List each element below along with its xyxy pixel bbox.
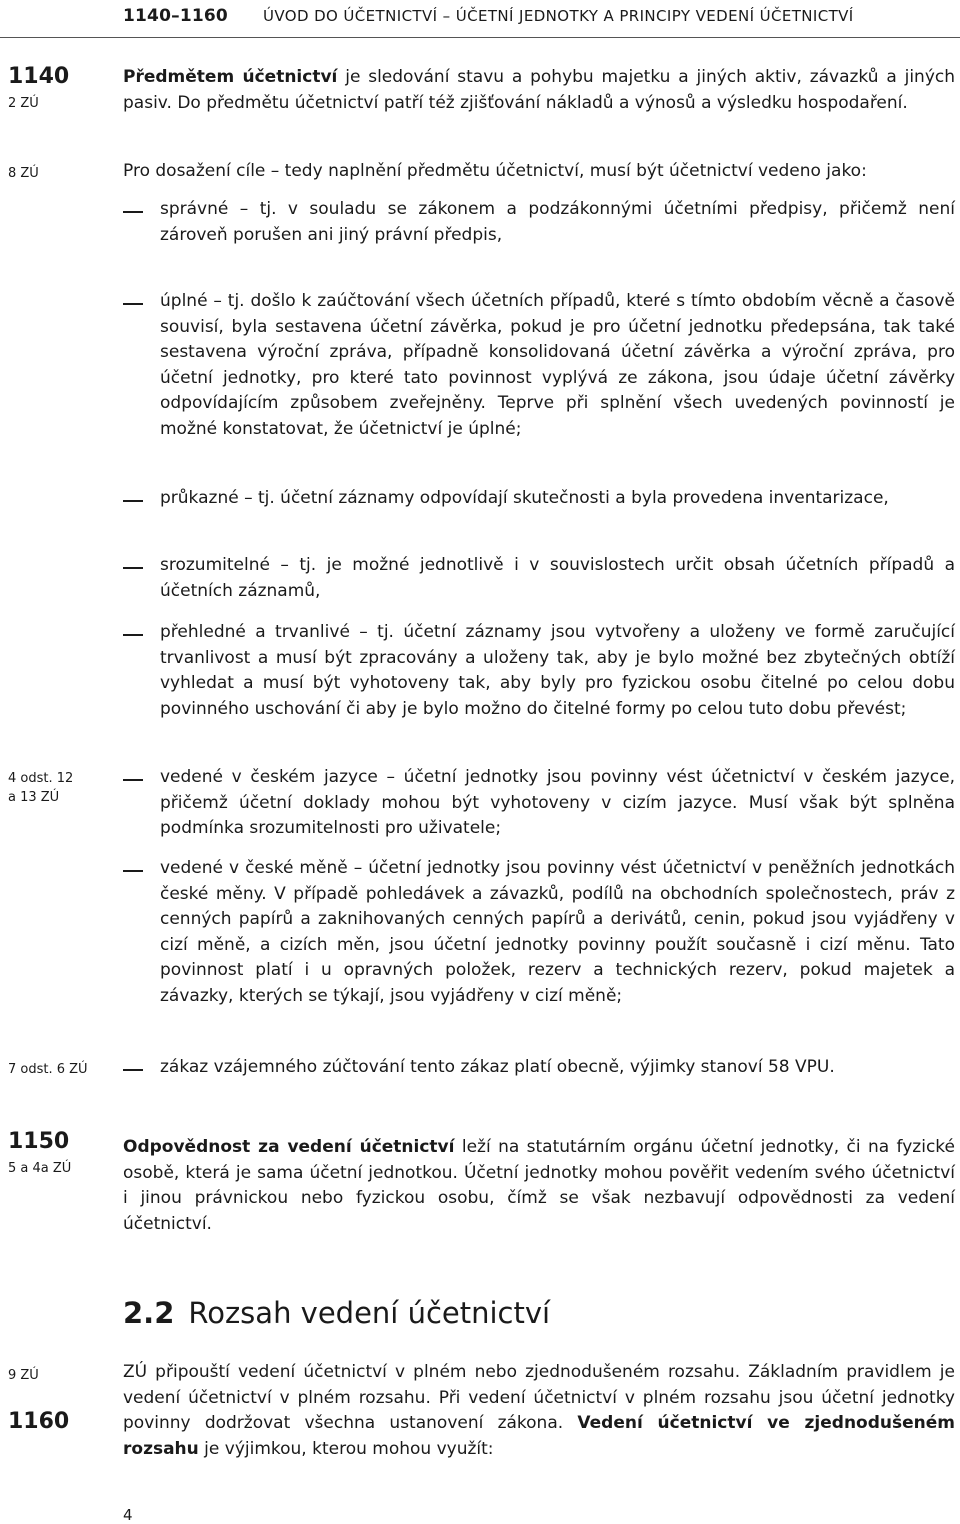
section-heading (123, 1296, 550, 1330)
paragraph-1150 (123, 1135, 955, 1237)
page-header (0, 0, 960, 38)
section-title: Rozsah vedení účetnictví (188, 1296, 551, 1330)
bold-term: Odpovědnost za vedení účetnictví (123, 1137, 455, 1157)
section-number: 2.2 (123, 1296, 175, 1330)
law-reference: 5 a 4a ZÚ (8, 1161, 72, 1176)
paragraph-1160 (123, 1360, 955, 1462)
list-item: správné – tj. v souladu se zákonem a podzákonnými účetními předpisy, přičemž není zároveň porušen ani jiný právní předpis, (160, 199, 955, 245)
list-item: vedené v českém jazyce – účetní jednotky jsou povinny vést účetnictví v českém jazyce, přičemž účetní doklady mohou být vyhotoveny v cizím jazyce. Musí však být splněna podmínka srozumitelnosti pro uživatele; (160, 767, 955, 839)
list-item: průkazné – tj. účetní záznamy odpovídají skutečnosti a byla provedena inventarizace, (160, 488, 889, 508)
law-reference: 8 ZÚ (8, 166, 39, 181)
paragraph-number-1140: 1140 (8, 64, 70, 89)
paragraph-number-1150: 1150 (8, 1129, 70, 1154)
paragraph-number-1160: 1160 (8, 1409, 70, 1434)
header-chapter-title: ÚVOD DO ÚČETNICTVÍ – ÚČETNÍ JEDNOTKY A PRINCIPY VEDENÍ ÚČETNICTVÍ (263, 7, 854, 25)
page-number: 4 (123, 1506, 133, 1524)
paragraph-text: je výjimkou, kterou mohou využít: (198, 1438, 494, 1459)
list-item: zákaz vzájemného zúčtování tento zákaz platí obecně, výjimky stanoví 58 VPU. (160, 1057, 835, 1077)
law-reference: 4 odst. 12 (8, 771, 74, 786)
list-dash (123, 567, 143, 569)
header-paragraph-range: 1140–1160 (123, 6, 228, 26)
list-dash (123, 303, 143, 305)
list-item: vedené v české měně – účetní jednotky jsou povinny vést účetnictví v peněžních jednotkách české měny. V případě pohledávek a závazků, podílů na obchodních společnostech, práv z cenných papírů a zaknihovaných cenných papírů a derivátů, cenin, pokud jsou vyjádřeny v cizí měně, a cizích měn, jsou účetní jednotky povinny použít současně i cizí měnu. Tato povinnost platí i u opravných položek, rezerv a technických rezerv, pokud majetek a závazky, kterých se týkají, jsou vyjádřeny v cizí měně; (160, 858, 955, 1006)
law-reference: 2 ZÚ (8, 96, 39, 111)
list-dash (123, 634, 143, 636)
list-dash (123, 779, 143, 781)
bold-term: Předmětem účetnictví (123, 67, 338, 87)
list-dash (123, 211, 143, 213)
header-divider (0, 37, 960, 38)
paragraph-text: leží na statutárním orgánu účetní jednotky, či na fyzické osobě, která je sama účetní jednotkou. Účetní jednotky mohou pověřit vedením svého účetnictví i jinou právnickou nebo fyzickou osobu, čímž se však nezbavují odpovědnosti za vedení účetnictví. (123, 1137, 955, 1234)
bold-term: Vedení účetnictví ve zjednodušeném rozsahu (123, 1413, 955, 1459)
list-item: přehledné a trvanlivé – tj. účetní záznamy jsou vytvořeny a uloženy ve formě zaručující trvanlivost a musí být zpracovány a uloženy tak, aby je bylo možné bez zbytečných obtíží vyhledat a musí být vyhotoveny tak, aby byly pro fyzickou osobu čitelné po celou dobu povinného uschování či aby je bylo možno do čitelné formy po celou tuto dobu převést; (160, 622, 955, 719)
list-dash (123, 870, 143, 872)
paragraph-1140-intro (123, 65, 955, 116)
law-reference: a 13 ZÚ (8, 790, 60, 805)
list-dash (123, 1069, 143, 1071)
paragraph-text: je sledování stavu a pohybu majetku a jiných aktiv, závazků a jiných pasiv. Do předmětu účetnictví patří též zjišťování nákladů a výnosů a výsledku hospodaření. (123, 67, 956, 113)
paragraph-text: ZÚ připouští vedení účetnictví v plném nebo zjednodušeném rozsahu. Základním pravidlem je vedení účetnictví v plném rozsahu. Při vedení účetnictví v plném rozsahu jsou účetní jednotky povinny dodržovat všechna ustanovení zákona. (123, 1362, 955, 1434)
paragraph-1140-goal: Pro dosažení cíle – tedy naplnění předmětu účetnictví, musí být účetnictví vedeno jako: (123, 161, 867, 181)
list-dash (123, 500, 143, 502)
law-reference: 7 odst. 6 ZÚ (8, 1062, 88, 1077)
law-reference: 9 ZÚ (8, 1368, 39, 1383)
list-item: srozumitelné – tj. je možné jednotlivě i v souvislostech určit obsah účetních případů a účetních záznamů, (160, 555, 955, 601)
list-item: úplné – tj. došlo k zaúčtování všech účetních případů, které s tímto obdobím věcně a časově souvisí, byla sestavena účetní závěrka, pokud je pro účetní jednotku předepsána, tak také sestavena výroční zpráva, případně konsolidovaná účetní závěrka a výroční zpráva, pro účetní jednotky, pro které tato povinnost vyplývá ze zákona, jsou údaje účetní závěrky odpovídajícím způsobem zveřejněny. Teprve při splnění všech uvedených povinností je možné konstatovat, že účetnictví je úplné; (160, 291, 955, 439)
